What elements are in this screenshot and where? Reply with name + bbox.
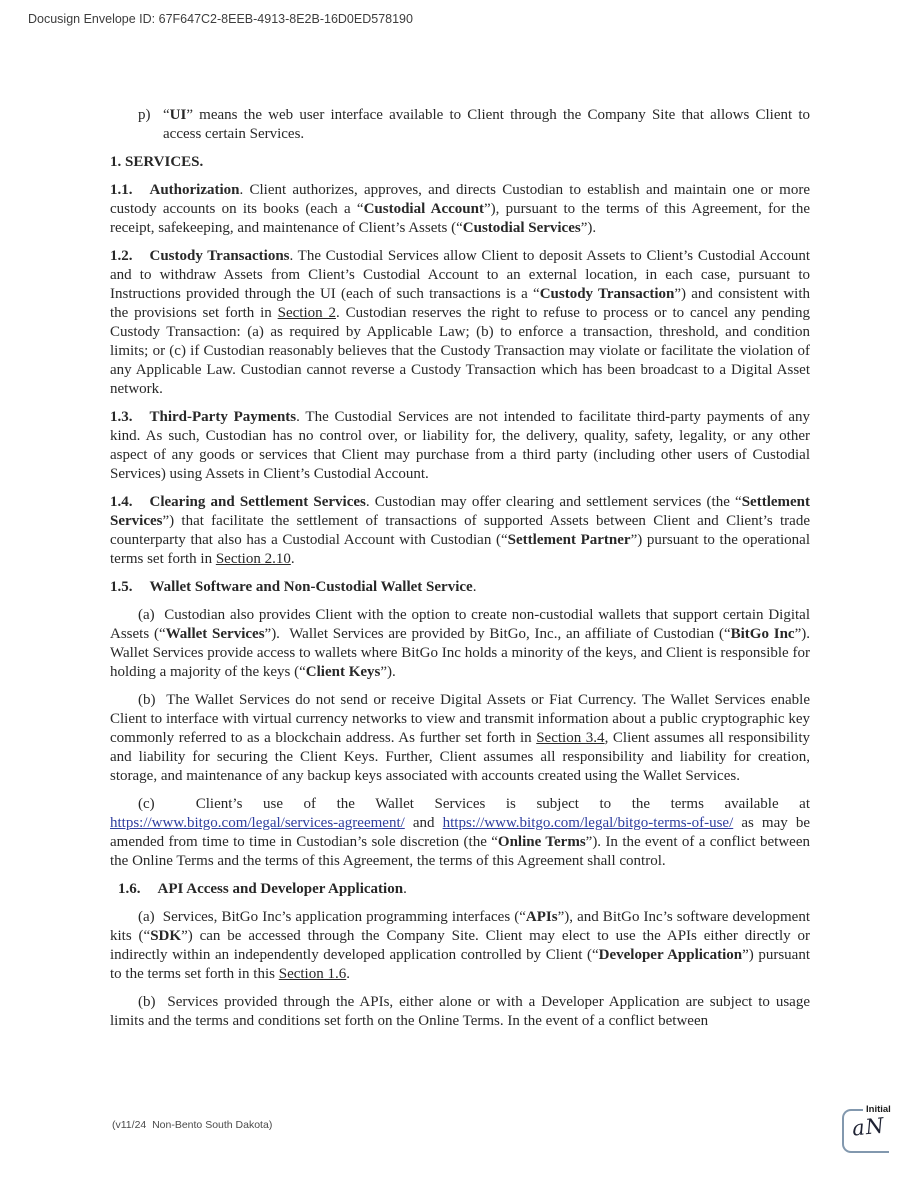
text-run: and bbox=[404, 815, 443, 831]
bold-text: Online Terms bbox=[497, 834, 586, 850]
text-run: ”). In the event of a conflict between the Online Terms and the terms of this Agreement, the terms of this Agreement shall control. bbox=[110, 834, 810, 869]
initial-tab-label: Initial bbox=[863, 1104, 893, 1115]
underlined-reference: Section 3.4 bbox=[536, 730, 605, 746]
underlined-reference: Section 2.10 bbox=[215, 551, 291, 567]
section-1-5-heading-wallet-software bbox=[110, 578, 810, 597]
text-run: . bbox=[346, 966, 350, 982]
text-run: ”) can be accessed through the Company Site. Client may elect to use the APIs either directly or indirectly within an independently developed application controlled by Client (“ bbox=[110, 928, 810, 963]
text-run: . bbox=[403, 881, 407, 897]
text-run: ”). bbox=[380, 664, 396, 680]
text-run: . bbox=[290, 551, 295, 567]
bold-text: Custody Transaction bbox=[539, 286, 675, 302]
heading-services bbox=[110, 153, 810, 172]
footer-version-note: (v11/24 Non-Bento South Dakota) bbox=[112, 1119, 273, 1131]
text-run: ”), pursuant to the terms of this Agreement, for the receipt, safekeeping, and maintenance of Client’s Assets (“ bbox=[110, 201, 810, 236]
bold-text: Developer Application bbox=[598, 947, 743, 963]
bold-text: UI bbox=[169, 107, 187, 123]
section-1-4-clearing-settlement bbox=[110, 493, 810, 569]
bold-text: Custodial Services bbox=[462, 220, 581, 236]
list-marker: p) bbox=[138, 107, 151, 123]
bold-text: 1. SERVICES. bbox=[110, 154, 204, 170]
text-run: (a) Custodian also provides Client with the option to create non-custodial wallets that support certain Digital Assets (“ bbox=[110, 607, 810, 642]
definition-item-p bbox=[110, 106, 810, 144]
underlined-reference: Section 1.6 bbox=[278, 966, 347, 982]
section-1-2-custody-transactions bbox=[110, 247, 810, 399]
bold-text: 1.4. bbox=[110, 494, 133, 510]
bold-text: Settlement Partner bbox=[507, 532, 631, 548]
text-run: ”) pursuant to the terms set forth in this bbox=[110, 947, 811, 982]
text-run: ”), and BitGo Inc’s software development kits (“ bbox=[110, 909, 810, 944]
text-run: ”) pursuant to the operational terms set forth in bbox=[110, 532, 810, 567]
section-1-5-c bbox=[110, 795, 810, 871]
section-1-6-b bbox=[110, 993, 810, 1031]
bold-text: Client Keys bbox=[305, 664, 381, 680]
text-run: . Custodian may offer clearing and settlement services (the “ bbox=[365, 494, 742, 510]
text-run: ”) that facilitate the settlement of transactions of supported Assets between Client and Client’s trade counterparty that also has a Custodial Account with Custodian (“ bbox=[110, 513, 810, 548]
bold-text: 1.1. bbox=[110, 182, 133, 198]
initials-signature: aN bbox=[850, 1113, 887, 1141]
bold-text: Wallet Software and Non-Custodial Wallet Service bbox=[149, 579, 473, 595]
bold-text: Third-Party Payments bbox=[149, 409, 297, 425]
text-run: (c) Client’s use of the Wallet Services is subject to the terms available at bbox=[138, 796, 810, 812]
text-run: ” means the web user interface available to Client through the Company Site that allows Client to access certain Services. bbox=[163, 107, 810, 142]
bold-text: BitGo Inc bbox=[730, 626, 795, 642]
section-1-5-b bbox=[110, 691, 810, 786]
bold-text: Authorization bbox=[149, 182, 240, 198]
bold-text: 1.2. bbox=[110, 248, 133, 264]
text-run: ”). bbox=[580, 220, 597, 236]
text-run: , Client assumes all responsibility and liability for securing the Client Keys. Further, Client assumes all responsibility and liability for creation, storage, and maintenance of any backup keys associated with accounts created using the Wallet Services. bbox=[110, 730, 810, 784]
text-run: . Custodian reserves the right to refuse to process or to cancel any pending Custody Transaction: (a) as required by Applicable Law; (b) to enforce a transaction, threshold, and condition limits; or (c) if Custodian reasonably believes that the Custody Transaction may violate or facilitate the violation of any Applicable Law. Custodian cannot reverse a Custody Transaction which has been broadcast to a Digital Asset network. bbox=[110, 305, 810, 397]
text-run: . The Custodial Services allow Client to deposit Assets to Client’s Custodial Account and to withdraw Assets from Client’s Custodial Account to an external location, in each case, pursuant to Instructions provided through the UI (each of such transactions is a “ bbox=[110, 248, 810, 302]
section-1-6-heading-api-access bbox=[118, 880, 810, 899]
text-run: . bbox=[472, 579, 477, 595]
text-run: “ bbox=[163, 107, 170, 123]
document-body bbox=[110, 106, 810, 1040]
bold-text: Custodial Account bbox=[363, 201, 484, 217]
envelope-id: Docusign Envelope ID: 67F647C2-8EEB-4913-8E2B-16D0ED578190 bbox=[28, 12, 413, 26]
hyperlink[interactable]: https://www.bitgo.com/legal/bitgo-terms-of-use/ bbox=[442, 815, 734, 831]
text-run: ”) and consistent with the provisions set forth in bbox=[110, 286, 810, 321]
bold-text: APIs bbox=[525, 909, 558, 925]
bold-text: 1.5. bbox=[110, 579, 133, 595]
text-run: . The Custodial Services are not intended to facilitate third-party payments of any kind. As such, Custodian has no control over, or liability for, the delivery, quality, safety, legality, or any other aspect of any goods or services that Client may purchase from a third party (including other users of Custodial Services) using Assets in Client’s Custodial Account. bbox=[110, 409, 810, 482]
initial-tab-field[interactable] bbox=[842, 1104, 891, 1153]
text-run: . Client authorizes, approves, and directs Custodian to establish and maintain one or more custody accounts on its books (each a “ bbox=[110, 182, 810, 217]
text-run: ”). Wallet Services are provided by BitGo, Inc., an affiliate of Custodian (“ bbox=[264, 626, 731, 642]
section-1-5-a bbox=[110, 606, 810, 682]
bold-text: Custody Transactions bbox=[149, 248, 290, 264]
bold-text: Wallet Services bbox=[165, 626, 265, 642]
bold-text: 1.3. bbox=[110, 409, 133, 425]
text-run: ”). Wallet Services provide access to wallets where BitGo Inc holds a minority of the keys, and Client is responsible for holding a majority of the keys (“ bbox=[110, 626, 810, 680]
text-run: as may be amended from time to time in Custodian’s sole discretion (the “ bbox=[110, 815, 810, 850]
section-1-1-authorization bbox=[110, 181, 810, 238]
bold-text: Clearing and Settlement Services bbox=[149, 494, 366, 510]
underlined-reference: Section 2 bbox=[277, 305, 336, 321]
section-1-3-third-party-payments bbox=[110, 408, 810, 484]
section-1-6-a bbox=[110, 908, 810, 984]
bold-text: SDK bbox=[150, 928, 182, 944]
bold-text: 1.6. bbox=[118, 881, 141, 897]
bold-text: Settlement Services bbox=[110, 494, 811, 529]
text-run: (b) Services provided through the APIs, either alone or with a Developer Application are subject to usage limits and the terms and conditions set forth on the Online Terms. In the event of a conflict between bbox=[110, 994, 810, 1029]
bold-text: API Access and Developer Application bbox=[157, 881, 404, 897]
hyperlink[interactable]: https://www.bitgo.com/legal/services-agreement/ bbox=[110, 815, 405, 831]
text-run: (a) Services, BitGo Inc’s application programming interfaces (“ bbox=[138, 909, 526, 925]
text-run: (b) The Wallet Services do not send or receive Digital Assets or Fiat Currency. The Wallet Services enable Client to interface with virtual currency networks to view and transmit information about a public cryptographic key commonly referred to as a blockchain address. As further set forth in bbox=[110, 692, 810, 746]
